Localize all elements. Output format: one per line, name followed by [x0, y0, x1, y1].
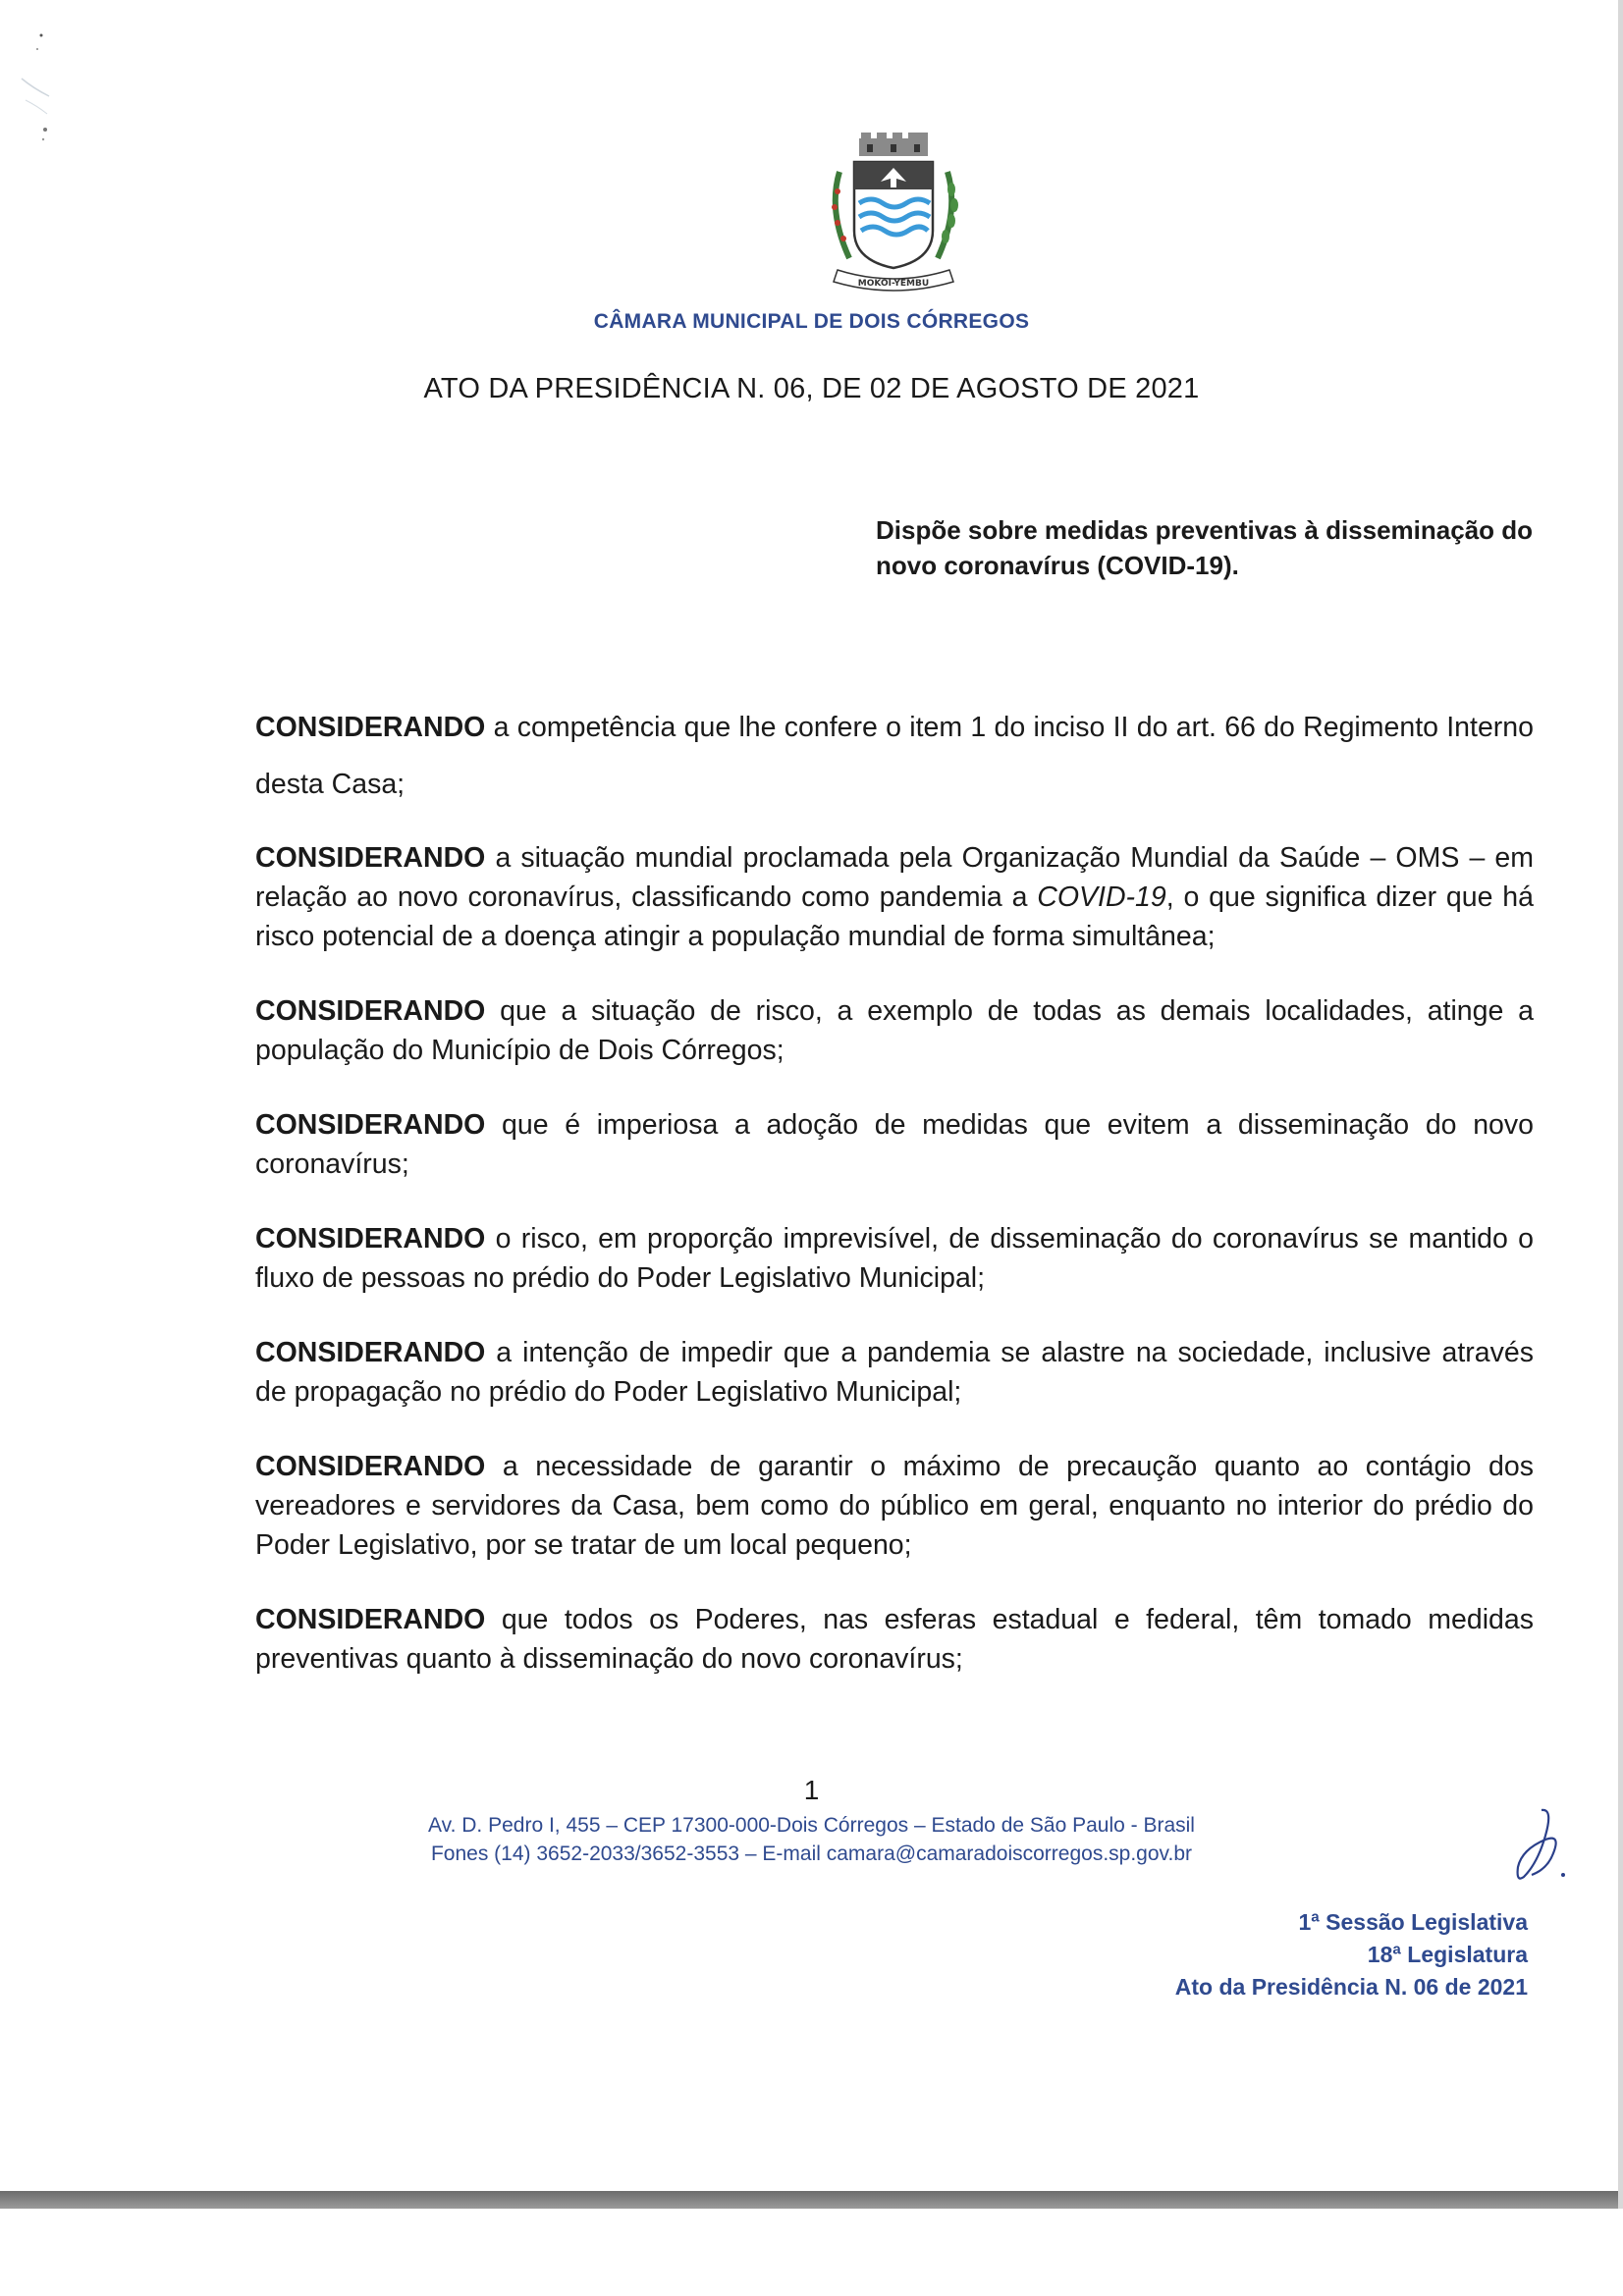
clause	[255, 1333, 1534, 1412]
considerations-body	[255, 699, 1534, 1714]
clause-text: que todos os Poderes, nas esferas estadual e federal, têm tomado medidas preventivas quanto à disseminação do novo coronavírus;	[255, 1604, 1534, 1675]
clause	[255, 838, 1534, 956]
clause-keyword: CONSIDERANDO	[255, 1337, 486, 1368]
scan-specks-decoration	[20, 20, 59, 147]
clause-text: a situação mundial proclamada pela Organização Mundial da Saúde – OMS – em relação ao novo coronavírus, classificando como pandemia a	[255, 842, 1534, 913]
municipal-crest-icon	[820, 133, 967, 299]
clause-text: a competência que lhe confere o item 1 do inciso II do art. 66 do Regimento Interno desta Casa;	[255, 712, 1534, 800]
clause-text: o risco, em proporção imprevisível, de disseminação do coronavírus se mantido o fluxo de pessoas no prédio do Poder Legislativo Municipal;	[255, 1223, 1534, 1294]
act-reference: Ato da Presidência N. 06 de 2021	[1174, 1974, 1528, 2000]
clause	[255, 1447, 1534, 1565]
clause-italic-term: COVID-19	[1037, 881, 1166, 913]
act-title: ATO DA PRESIDÊNCIA N. 06, DE 02 DE AGOSTO DE 2021	[423, 373, 1200, 404]
session-info-block	[1175, 1906, 1528, 2003]
clause-text: a necessidade de garantir o máximo de precaução quanto ao contágio dos vereadores e servidores da Casa, bem como do público em geral, enquanto no interior do prédio do Poder Legislativo, por se tratar de um local pequeno;	[255, 1451, 1534, 1561]
clause	[255, 1105, 1534, 1184]
clause-text: que a situação de risco, a exemplo de todas as demais localidades, atinge a população do Município de Dois Córregos;	[255, 995, 1534, 1066]
ementa-summary: Dispõe sobre medidas preventivas à disseminação do novo coronavírus (COVID-19).	[876, 515, 1534, 580]
clause-text: a intenção de impedir que a pandemia se alastre na sociedade, inclusive através de propagação no prédio do Poder Legislativo Municipal;	[255, 1337, 1534, 1408]
clause	[255, 699, 1534, 813]
page-number: 1	[803, 1775, 820, 1805]
signature-initials-icon	[1502, 1806, 1571, 1885]
footer-address: Av. D. Pedro I, 455 – CEP 17300-000-Dois Córregos – Estado de São Paulo - Brasil	[428, 1814, 1195, 1837]
legislative-session: 1ª Sessão Legislativa	[1298, 1909, 1528, 1935]
clause-keyword: CONSIDERANDO	[255, 1451, 486, 1482]
scan-right-edge	[1618, 0, 1623, 2209]
clause	[255, 1219, 1534, 1298]
clause-text: , o que significa dizer que há risco potencial de a doença atingir a população mundial de forma simultânea;	[255, 881, 1534, 952]
scan-bottom-band	[0, 2191, 1623, 2209]
crest-motto: MOKOI-YEMBU	[857, 279, 930, 289]
clause-text: que é imperiosa a adoção de medidas que evitem a disseminação do novo coronavírus;	[255, 1109, 1534, 1180]
clause-keyword: CONSIDERANDO	[255, 1109, 486, 1141]
clause-keyword: CONSIDERANDO	[255, 995, 486, 1027]
clause-keyword: CONSIDERANDO	[255, 712, 486, 743]
clause-keyword: CONSIDERANDO	[255, 842, 486, 874]
chamber-name: CÂMARA MUNICIPAL DE DOIS CÓRREGOS	[593, 310, 1030, 333]
footer-contact: Fones (14) 3652-2033/3652-3553 – E-mail camara@camaradoiscorregos.sp.gov.br	[430, 1842, 1192, 1865]
clause-keyword: CONSIDERANDO	[255, 1223, 486, 1255]
clause-keyword: CONSIDERANDO	[255, 1604, 486, 1635]
legislature: 18ª Legislatura	[1367, 1942, 1528, 1967]
clause	[255, 991, 1534, 1070]
clause	[255, 1600, 1534, 1679]
